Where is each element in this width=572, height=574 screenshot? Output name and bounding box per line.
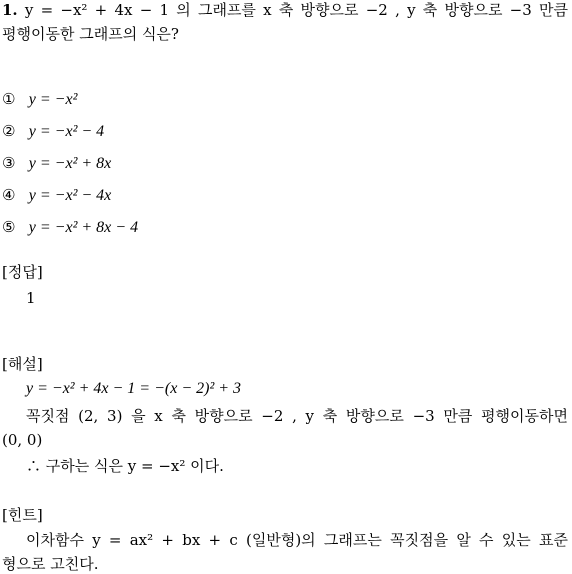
answer-value: 1 bbox=[26, 289, 36, 307]
choice-3[interactable] bbox=[2, 153, 111, 174]
choice-expr: y = −x² + 8x − 4 bbox=[28, 219, 139, 236]
choice-expr: y = −x² − 4x bbox=[28, 187, 112, 204]
choice-mark: ③ bbox=[2, 154, 16, 172]
explanation-line4: ∴ 구하는 식은 y = −x² 이다. bbox=[26, 457, 224, 475]
choice-1[interactable] bbox=[2, 89, 77, 110]
choice-mark: ① bbox=[2, 90, 16, 108]
choice-mark: ⑤ bbox=[2, 218, 16, 236]
choice-expr: y = −x² bbox=[28, 91, 78, 108]
explanation-line2: 꼭짓점 (2, 3) 을 x 축 방향으로 −2 , y 축 방향으로 −3 만큼 평행이동하면 bbox=[26, 407, 568, 425]
explanation-heading: [해설] bbox=[2, 355, 43, 373]
choice-2[interactable] bbox=[2, 121, 104, 142]
hint-line2: 형으로 고친다. bbox=[2, 555, 99, 573]
question-number: 1. bbox=[2, 1, 18, 19]
choice-expr: y = −x² + 8x bbox=[28, 155, 112, 172]
explanation-line3: (0, 0) bbox=[2, 431, 43, 449]
explanation-line1: y = −x² + 4x − 1 = −(x − 2)² + 3 bbox=[26, 380, 242, 397]
choice-mark: ④ bbox=[2, 186, 16, 204]
choice-mark: ② bbox=[2, 122, 16, 140]
choice-4[interactable] bbox=[2, 185, 111, 206]
question-text-line2: 평행이동한 그래프의 식은? bbox=[2, 25, 179, 43]
choice-expr: y = −x² − 4 bbox=[28, 123, 105, 140]
hint-heading: [힌트] bbox=[2, 506, 43, 524]
hint-line1: 이차함수 y = ax² + bx + c (일반형)의 그래프는 꼭짓점을 알 수 있는 표준 bbox=[26, 531, 568, 549]
answer-heading: [정답] bbox=[2, 263, 43, 281]
question-text-line1: y = −x² + 4x − 1 의 그래프를 x 축 방향으로 −2 , y 축 방향으로 −3 만큼 bbox=[24, 1, 568, 19]
choice-5[interactable] bbox=[2, 217, 138, 238]
